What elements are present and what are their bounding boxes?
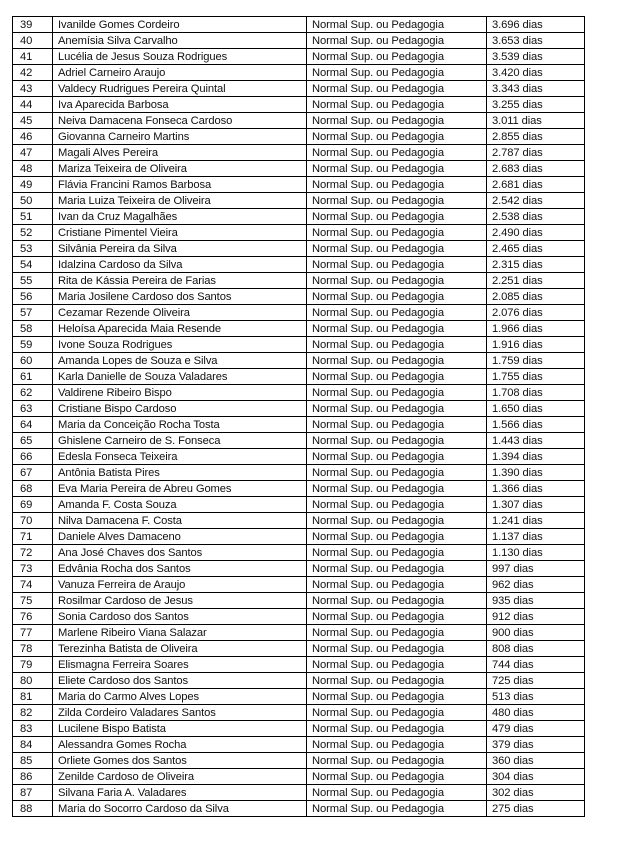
days-count-cell: 480 dias [487,705,585,721]
teacher-name-cell: Mariza Teixeira de Oliveira [53,161,307,177]
row-number-cell: 55 [13,273,53,289]
formation-cell: Normal Sup. ou Pedagogia [307,625,487,641]
days-count-cell: 3.011 dias [487,113,585,129]
formation-cell: Normal Sup. ou Pedagogia [307,721,487,737]
table-row [13,305,585,321]
row-number-cell: 66 [13,449,53,465]
row-number-cell: 75 [13,593,53,609]
teacher-name-cell: Anemísia Silva Carvalho [53,33,307,49]
row-number-cell: 79 [13,657,53,673]
row-number-cell: 59 [13,337,53,353]
formation-cell: Normal Sup. ou Pedagogia [307,769,487,785]
table-row [13,49,585,65]
row-number-cell: 85 [13,753,53,769]
formation-cell: Normal Sup. ou Pedagogia [307,529,487,545]
days-count-cell: 2.465 dias [487,241,585,257]
formation-cell: Normal Sup. ou Pedagogia [307,657,487,673]
row-number-cell: 44 [13,97,53,113]
table-row [13,593,585,609]
days-count-cell: 1.241 dias [487,513,585,529]
row-number-cell: 49 [13,177,53,193]
days-count-cell: 3.343 dias [487,81,585,97]
days-count-cell: 1.390 dias [487,465,585,481]
teacher-name-cell: Ivone Souza Rodrigues [53,337,307,353]
formation-cell: Normal Sup. ou Pedagogia [307,401,487,417]
row-number-cell: 82 [13,705,53,721]
days-count-cell: 2.538 dias [487,209,585,225]
row-number-cell: 65 [13,433,53,449]
row-number-cell: 74 [13,577,53,593]
row-number-cell: 88 [13,801,53,817]
formation-cell: Normal Sup. ou Pedagogia [307,593,487,609]
formation-cell: Normal Sup. ou Pedagogia [307,241,487,257]
row-number-cell: 50 [13,193,53,209]
table-row [13,145,585,161]
teacher-name-cell: Flávia Francini Ramos Barbosa [53,177,307,193]
teacher-name-cell: Adriel Carneiro Araujo [53,65,307,81]
table-row [13,657,585,673]
days-count-cell: 1.307 dias [487,497,585,513]
formation-cell: Normal Sup. ou Pedagogia [307,417,487,433]
table-row [13,337,585,353]
days-count-cell: 3.539 dias [487,49,585,65]
teacher-name-cell: Maria do Socorro Cardoso da Silva [53,801,307,817]
days-count-cell: 808 dias [487,641,585,657]
formation-cell: Normal Sup. ou Pedagogia [307,369,487,385]
table-row [13,81,585,97]
days-count-cell: 744 dias [487,657,585,673]
table-row [13,513,585,529]
days-count-cell: 1.759 dias [487,353,585,369]
days-count-cell: 302 dias [487,785,585,801]
formation-cell: Normal Sup. ou Pedagogia [307,225,487,241]
teacher-name-cell: Giovanna Carneiro Martins [53,129,307,145]
table-row [13,753,585,769]
days-count-cell: 2.490 dias [487,225,585,241]
table-row [13,33,585,49]
formation-cell: Normal Sup. ou Pedagogia [307,145,487,161]
formation-cell: Normal Sup. ou Pedagogia [307,465,487,481]
days-count-cell: 2.787 dias [487,145,585,161]
table-row [13,353,585,369]
row-number-cell: 69 [13,497,53,513]
days-count-cell: 1.916 dias [487,337,585,353]
row-number-cell: 56 [13,289,53,305]
teacher-name-cell: Daniele Alves Damaceno [53,529,307,545]
table-row [13,273,585,289]
row-number-cell: 57 [13,305,53,321]
table-row [13,449,585,465]
table-row [13,561,585,577]
page-speck [598,835,601,838]
table-row [13,225,585,241]
teacher-name-cell: Maria da Conceição Rocha Tosta [53,417,307,433]
row-number-cell: 52 [13,225,53,241]
teacher-name-cell: Edesla Fonseca Teixeira [53,449,307,465]
table-row [13,321,585,337]
row-number-cell: 64 [13,417,53,433]
teacher-name-cell: Valdecy Rudrigues Pereira Quintal [53,81,307,97]
days-count-cell: 962 dias [487,577,585,593]
table-row [13,129,585,145]
formation-cell: Normal Sup. ou Pedagogia [307,177,487,193]
days-count-cell: 1.443 dias [487,433,585,449]
table-row [13,401,585,417]
teacher-name-cell: Eliete Cardoso dos Santos [53,673,307,689]
row-number-cell: 67 [13,465,53,481]
teacher-name-cell: Cristiane Bispo Cardoso [53,401,307,417]
formation-cell: Normal Sup. ou Pedagogia [307,321,487,337]
table-row [13,769,585,785]
days-count-cell: 304 dias [487,769,585,785]
table-row [13,481,585,497]
table-row [13,801,585,817]
teacher-name-cell: Rosilmar Cardoso de Jesus [53,593,307,609]
formation-cell: Normal Sup. ou Pedagogia [307,353,487,369]
teacher-name-cell: Lucélia de Jesus Souza Rodrigues [53,49,307,65]
days-count-cell: 2.855 dias [487,129,585,145]
teacher-name-cell: Silvana Faria A. Valadares [53,785,307,801]
formation-cell: Normal Sup. ou Pedagogia [307,33,487,49]
formation-cell: Normal Sup. ou Pedagogia [307,689,487,705]
days-count-cell: 1.137 dias [487,529,585,545]
days-count-cell: 3.420 dias [487,65,585,81]
table-row [13,209,585,225]
row-number-cell: 41 [13,49,53,65]
formation-cell: Normal Sup. ou Pedagogia [307,705,487,721]
formation-cell: Normal Sup. ou Pedagogia [307,273,487,289]
teacher-name-cell: Ghislene Carneiro de S. Fonseca [53,433,307,449]
table-row [13,497,585,513]
formation-cell: Normal Sup. ou Pedagogia [307,385,487,401]
days-count-cell: 2.683 dias [487,161,585,177]
table-row [13,737,585,753]
formation-cell: Normal Sup. ou Pedagogia [307,49,487,65]
days-count-cell: 513 dias [487,689,585,705]
teacher-name-cell: Cezamar Rezende Oliveira [53,305,307,321]
teacher-name-cell: Maria do Carmo Alves Lopes [53,689,307,705]
row-number-cell: 51 [13,209,53,225]
teacher-name-cell: Heloísa Aparecida Maia Resende [53,321,307,337]
table-row [13,177,585,193]
formation-cell: Normal Sup. ou Pedagogia [307,81,487,97]
table-row [13,385,585,401]
days-count-cell: 2.542 dias [487,193,585,209]
row-number-cell: 47 [13,145,53,161]
teacher-name-cell: Idalzina Cardoso da Silva [53,257,307,273]
table-row [13,625,585,641]
formation-cell: Normal Sup. ou Pedagogia [307,481,487,497]
table-row [13,193,585,209]
table-row [13,417,585,433]
teacher-name-cell: Lucilene Bispo Batista [53,721,307,737]
formation-cell: Normal Sup. ou Pedagogia [307,433,487,449]
table-row [13,545,585,561]
teacher-name-cell: Amanda Lopes de Souza e Silva [53,353,307,369]
row-number-cell: 86 [13,769,53,785]
teacher-name-cell: Cristiane Pimentel Vieira [53,225,307,241]
row-number-cell: 73 [13,561,53,577]
row-number-cell: 58 [13,321,53,337]
row-number-cell: 77 [13,625,53,641]
table-row [13,689,585,705]
days-count-cell: 3.255 dias [487,97,585,113]
formation-cell: Normal Sup. ou Pedagogia [307,209,487,225]
teacher-name-cell: Rita de Kássia Pereira de Farias [53,273,307,289]
formation-cell: Normal Sup. ou Pedagogia [307,257,487,273]
row-number-cell: 48 [13,161,53,177]
row-number-cell: 71 [13,529,53,545]
formation-cell: Normal Sup. ou Pedagogia [307,193,487,209]
row-number-cell: 87 [13,785,53,801]
days-count-cell: 2.315 dias [487,257,585,273]
row-number-cell: 68 [13,481,53,497]
teacher-name-cell: Eva Maria Pereira de Abreu Gomes [53,481,307,497]
row-number-cell: 84 [13,737,53,753]
days-count-cell: 725 dias [487,673,585,689]
teacher-name-cell: Antônia Batista Pires [53,465,307,481]
formation-cell: Normal Sup. ou Pedagogia [307,337,487,353]
teacher-name-cell: Ivan da Cruz Magalhães [53,209,307,225]
teacher-name-cell: Ivanilde Gomes Cordeiro [53,17,307,33]
table-row [13,609,585,625]
teacher-name-cell: Silvânia Pereira da Silva [53,241,307,257]
formation-cell: Normal Sup. ou Pedagogia [307,609,487,625]
table-row [13,577,585,593]
formation-cell: Normal Sup. ou Pedagogia [307,801,487,817]
teacher-name-cell: Amanda F. Costa Souza [53,497,307,513]
days-count-cell: 1.366 dias [487,481,585,497]
row-number-cell: 80 [13,673,53,689]
teacher-name-cell: Nilva Damacena F. Costa [53,513,307,529]
table-row [13,673,585,689]
formation-cell: Normal Sup. ou Pedagogia [307,65,487,81]
teacher-name-cell: Sonia Cardoso dos Santos [53,609,307,625]
days-count-cell: 379 dias [487,737,585,753]
formation-cell: Normal Sup. ou Pedagogia [307,545,487,561]
formation-cell: Normal Sup. ou Pedagogia [307,305,487,321]
row-number-cell: 40 [13,33,53,49]
formation-cell: Normal Sup. ou Pedagogia [307,577,487,593]
teacher-name-cell: Terezinha Batista de Oliveira [53,641,307,657]
teacher-name-cell: Edvânia Rocha dos Santos [53,561,307,577]
days-count-cell: 997 dias [487,561,585,577]
row-number-cell: 78 [13,641,53,657]
days-count-cell: 1.708 dias [487,385,585,401]
row-number-cell: 81 [13,689,53,705]
teacher-name-cell: Zenilde Cardoso de Oliveira [53,769,307,785]
teacher-name-cell: Ana José Chaves dos Santos [53,545,307,561]
table-row [13,113,585,129]
teacher-name-cell: Neiva Damacena Fonseca Cardoso [53,113,307,129]
days-count-cell: 479 dias [487,721,585,737]
table-row [13,641,585,657]
row-number-cell: 42 [13,65,53,81]
days-count-cell: 3.653 dias [487,33,585,49]
table-row [13,161,585,177]
formation-cell: Normal Sup. ou Pedagogia [307,113,487,129]
formation-cell: Normal Sup. ou Pedagogia [307,641,487,657]
row-number-cell: 46 [13,129,53,145]
row-number-cell: 43 [13,81,53,97]
days-count-cell: 935 dias [487,593,585,609]
table-row [13,721,585,737]
days-count-cell: 1.966 dias [487,321,585,337]
formation-cell: Normal Sup. ou Pedagogia [307,753,487,769]
teacher-name-cell: Karla Danielle de Souza Valadares [53,369,307,385]
row-number-cell: 83 [13,721,53,737]
formation-cell: Normal Sup. ou Pedagogia [307,97,487,113]
teacher-name-cell: Vanuza Ferreira de Araujo [53,577,307,593]
table-row [13,241,585,257]
ranking-table [12,16,585,817]
table-row [13,97,585,113]
teacher-name-cell: Zilda Cordeiro Valadares Santos [53,705,307,721]
teacher-name-cell: Orliete Gomes dos Santos [53,753,307,769]
teacher-name-cell: Elismagna Ferreira Soares [53,657,307,673]
row-number-cell: 45 [13,113,53,129]
formation-cell: Normal Sup. ou Pedagogia [307,785,487,801]
teacher-name-cell: Maria Luiza Teixeira de Oliveira [53,193,307,209]
table-row [13,785,585,801]
teacher-name-cell: Valdirene Ribeiro Bispo [53,385,307,401]
days-count-cell: 900 dias [487,625,585,641]
days-count-cell: 2.681 dias [487,177,585,193]
formation-cell: Normal Sup. ou Pedagogia [307,737,487,753]
row-number-cell: 70 [13,513,53,529]
table-row [13,257,585,273]
formation-cell: Normal Sup. ou Pedagogia [307,449,487,465]
formation-cell: Normal Sup. ou Pedagogia [307,161,487,177]
days-count-cell: 2.076 dias [487,305,585,321]
days-count-cell: 1.130 dias [487,545,585,561]
days-count-cell: 360 dias [487,753,585,769]
teacher-name-cell: Alessandra Gomes Rocha [53,737,307,753]
row-number-cell: 53 [13,241,53,257]
table-row [13,705,585,721]
row-number-cell: 62 [13,385,53,401]
row-number-cell: 61 [13,369,53,385]
teacher-name-cell: Magali Alves Pereira [53,145,307,161]
table-row [13,433,585,449]
days-count-cell: 3.696 dias [487,17,585,33]
formation-cell: Normal Sup. ou Pedagogia [307,129,487,145]
teacher-name-cell: Marlene Ribeiro Viana Salazar [53,625,307,641]
table-row [13,17,585,33]
formation-cell: Normal Sup. ou Pedagogia [307,497,487,513]
days-count-cell: 1.394 dias [487,449,585,465]
teacher-name-cell: Maria Josilene Cardoso dos Santos [53,289,307,305]
formation-cell: Normal Sup. ou Pedagogia [307,17,487,33]
days-count-cell: 912 dias [487,609,585,625]
table-body [13,17,585,817]
row-number-cell: 72 [13,545,53,561]
formation-cell: Normal Sup. ou Pedagogia [307,561,487,577]
days-count-cell: 2.085 dias [487,289,585,305]
days-count-cell: 1.650 dias [487,401,585,417]
row-number-cell: 60 [13,353,53,369]
days-count-cell: 1.755 dias [487,369,585,385]
days-count-cell: 275 dias [487,801,585,817]
formation-cell: Normal Sup. ou Pedagogia [307,673,487,689]
teacher-name-cell: Iva Aparecida Barbosa [53,97,307,113]
row-number-cell: 54 [13,257,53,273]
row-number-cell: 63 [13,401,53,417]
table-row [13,529,585,545]
table-row [13,65,585,81]
formation-cell: Normal Sup. ou Pedagogia [307,289,487,305]
table-row [13,465,585,481]
table-row [13,289,585,305]
days-count-cell: 1.566 dias [487,417,585,433]
formation-cell: Normal Sup. ou Pedagogia [307,513,487,529]
row-number-cell: 76 [13,609,53,625]
table-row [13,369,585,385]
row-number-cell: 39 [13,17,53,33]
days-count-cell: 2.251 dias [487,273,585,289]
